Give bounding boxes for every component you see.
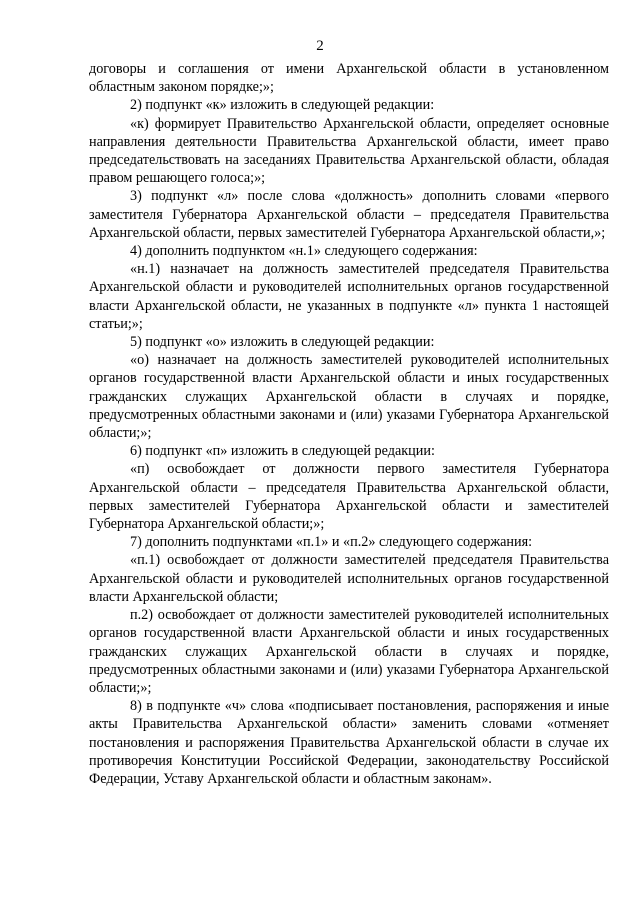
paragraph-continuation: договоры и соглашения от имени Архангельской области в установленном областным законом порядке;»;: [89, 61, 609, 96]
paragraph-item-4: 4) дополнить подпунктом «н.1» следующего содержания:: [130, 243, 478, 260]
paragraph-subitem-n1: «н.1) назначает на должность заместителей председателя Правительства Архангельской области и руководителей исполнительных органов государственной власти Архангельской области, не указанных в подпункте «л» пункта 1 настоящей статьи;»;: [89, 261, 609, 332]
paragraph-item-5: 5) подпункт «о» изложить в следующей редакции:: [130, 334, 435, 351]
document-body: [89, 60, 609, 788]
paragraph-subitem-p1: «п.1) освобождает от должности заместителей председателя Правительства Архангельской области и руководителей исполнительных органов государственной власти Архангельской области;: [89, 552, 609, 605]
paragraph-subitem-p2: п.2) освобождает от должности заместителей руководителей исполнительных органов государственной власти Архангельской области и иных государственных гражданских служащих Архангельской области в случаях и порядке, предусмотренных областными законами и (или) указами Губернатора Архангельской области;»;: [89, 607, 609, 696]
paragraph-item-7: 7) дополнить подпунктами «п.1» и «п.2» следующего содержания:: [130, 534, 533, 551]
paragraph-item-2: 2) подпункт «к» изложить в следующей редакции:: [130, 97, 435, 114]
paragraph-subitem-p: «п) освобождает от должности первого заместителя Губернатора Архангельской области – председателя Правительства Архангельской области, первых заместителей Губернатора Архангельской области и заместителей Губернатора Архангельской области;»;: [89, 461, 609, 533]
paragraph-item-8: 8) в подпункте «ч» слова «подписывает постановления, распоряжения и иные акты Правительства Архангельской области» заменить словами «отменяет постановления и распоряжения Правительства Архангельской области в случае их противоречия Конституции Российской Федерации, законодательству Российской Федерации, Уставу Архангельской области и областным законам».: [89, 698, 609, 787]
paragraph-item-6: 6) подпункт «п» изложить в следующей редакции:: [130, 443, 435, 460]
paragraph-subitem-o: «о) назначает на должность заместителей руководителей исполнительных органов государственной власти Архангельской области и иных государственных гражданских служащих Архангельской области в случаях и порядке, предусмотренных областными законами и (или) указами Губернатора Архангельской области;»;: [89, 352, 609, 442]
paragraph-subitem-k: «к) формирует Правительство Архангельской области, определяет основные направления деятельности Правительства Архангельской области, имеет право председательствовать на заседаниях Правительства Архангельской области, обладая правом решающего голоса;»;: [89, 115, 609, 187]
paragraph-item-3: 3) подпункт «л» после слова «должность» дополнить словами «первого заместителя Губернатора Архангельской области – председателя Правительства Архангельской области, первых заместителей Губернатора Архангельской области,»;: [89, 188, 609, 241]
page-number: 2: [316, 38, 324, 54]
